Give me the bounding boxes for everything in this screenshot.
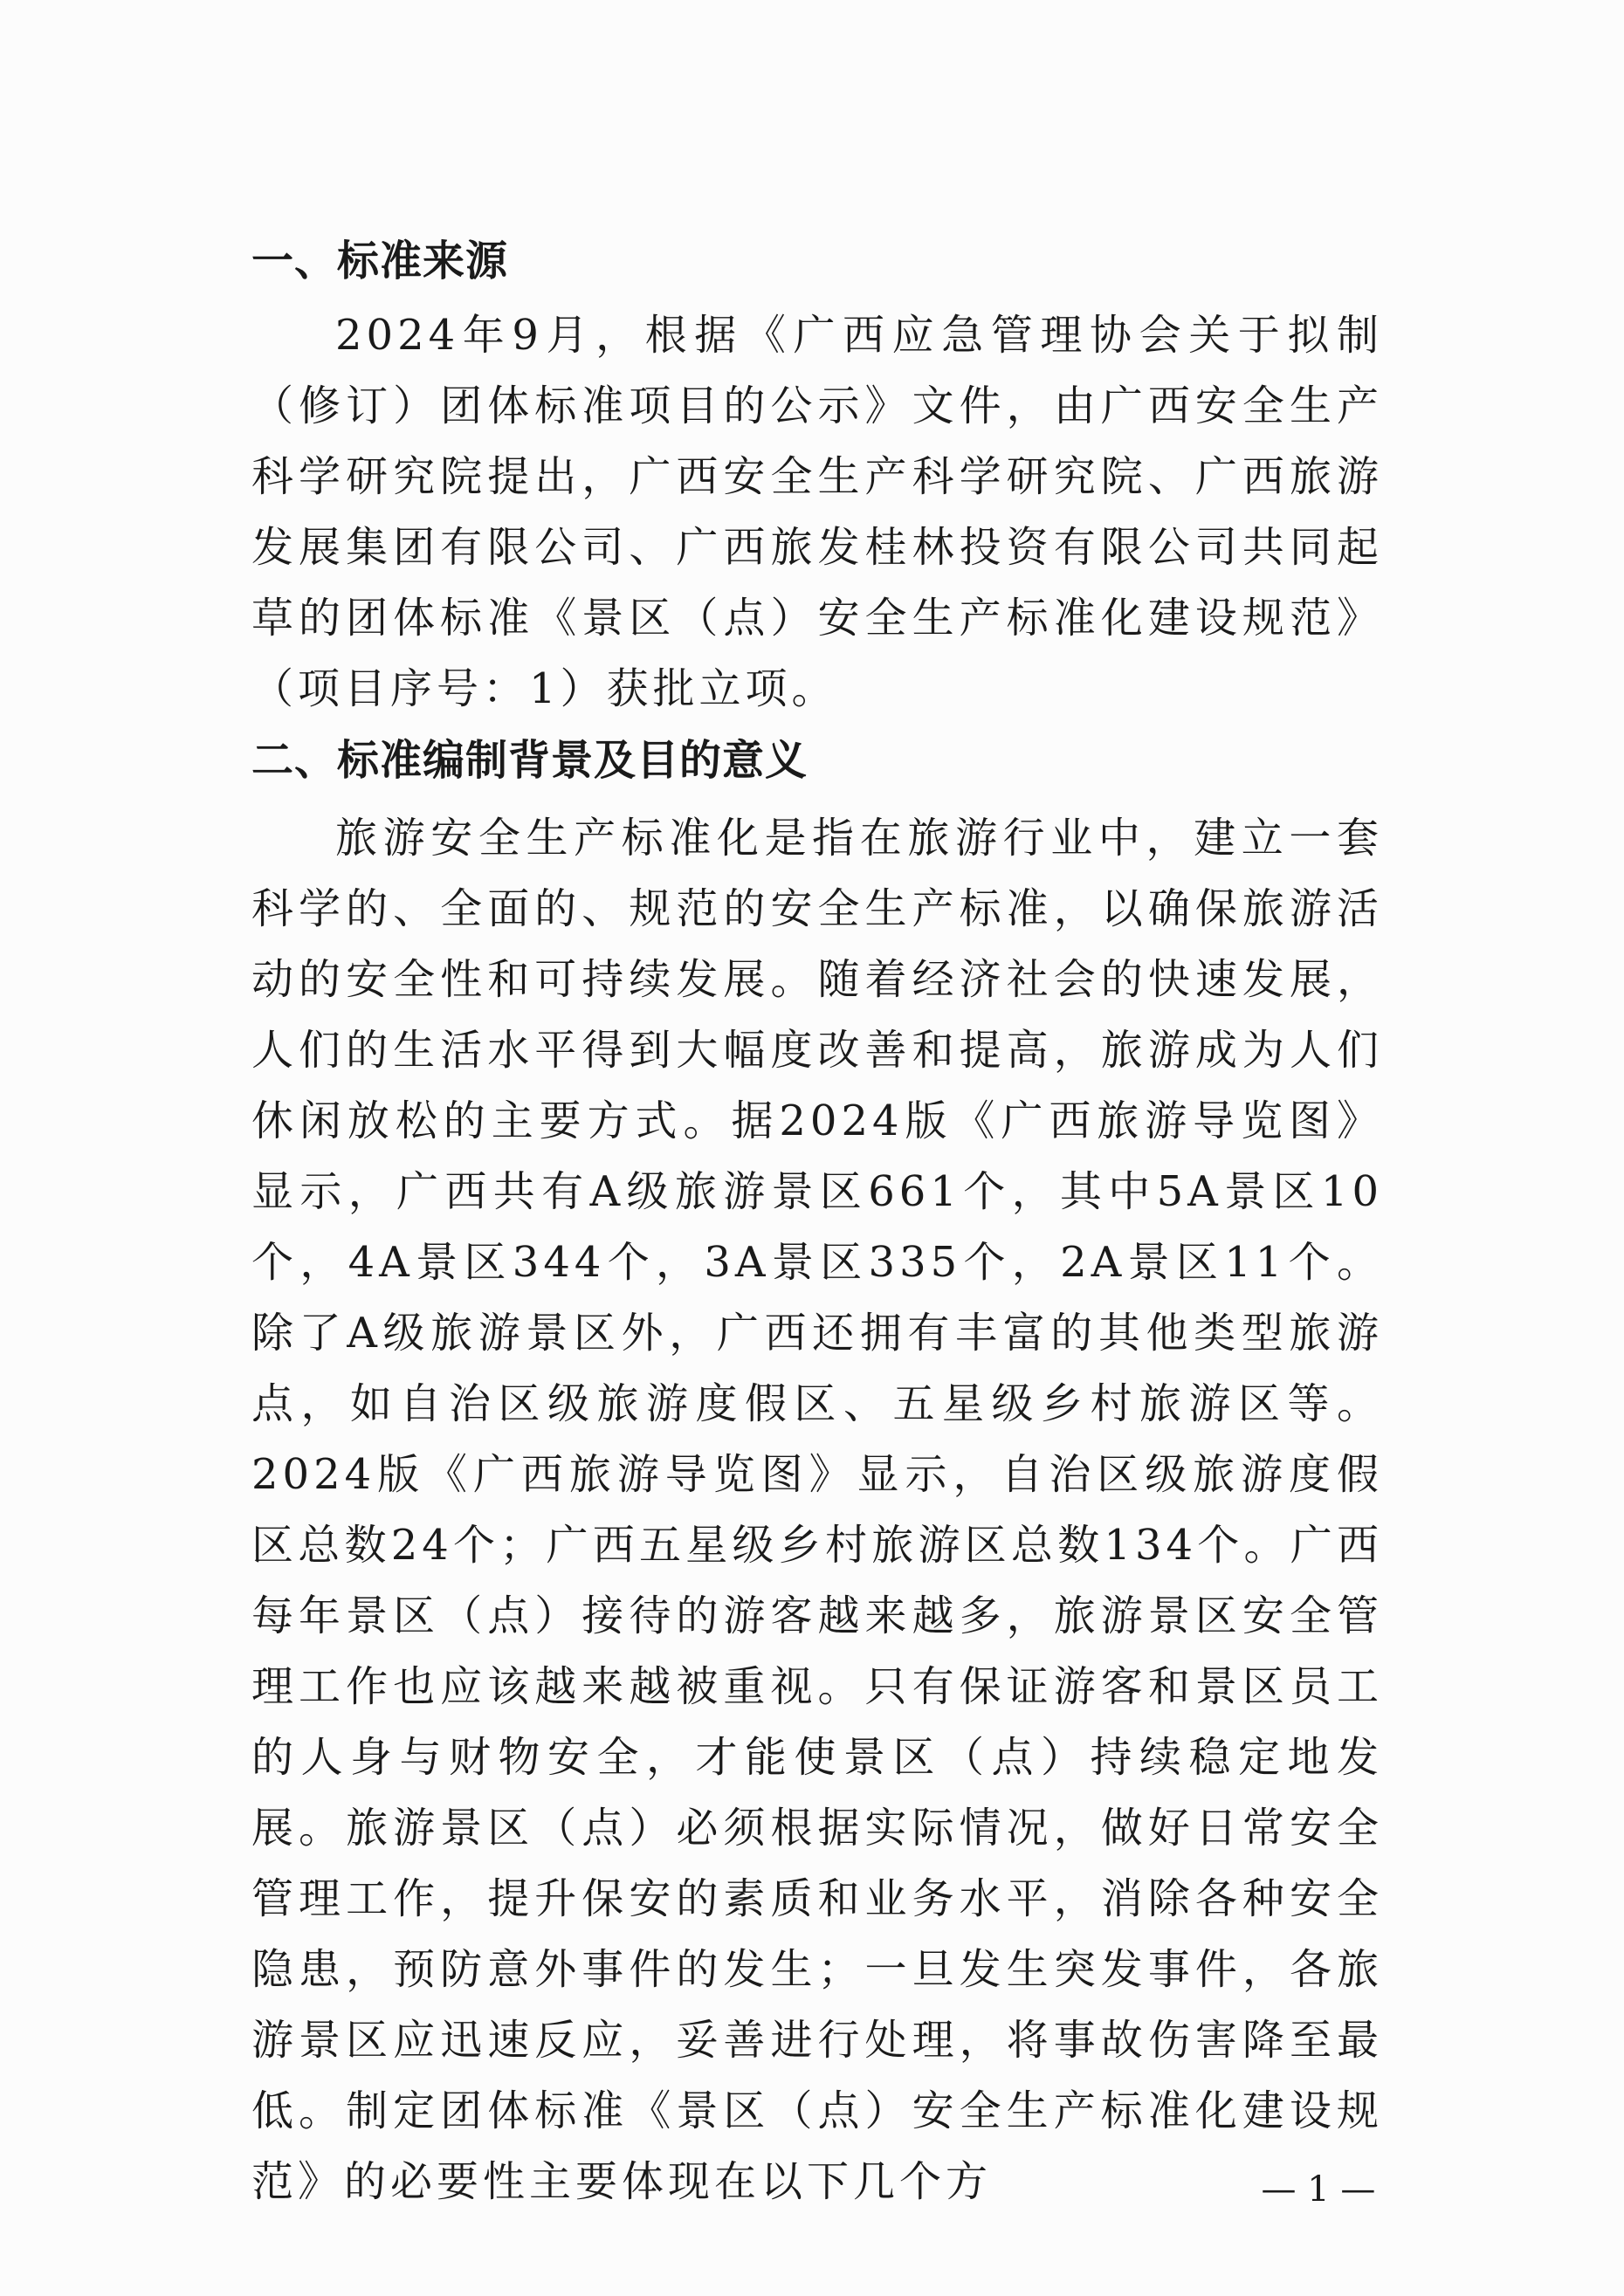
section-heading-standard-source: 一、标准来源 [251,237,509,285]
page-number: — 1 — [1261,2169,1376,2210]
section-heading-background-purpose: 二、标准编制背景及目的意义 [251,736,809,785]
section-paragraph-background-purpose: 旅游安全生产标准化是指在旅游行业中，建立一套科学的、全面的、规范的安全生产标准，以确保旅游活动的安全性和可持续发展。随着经济社会的快速发展，人们的生活水平得到大幅度改善和提高，旅游成为人们休闲放松的主要方式。据2024版《广西旅游导览图》显示，广西共有A级旅游景区661个，其中5A景区10个，4A景区344个，3A景区335个，2A景区11个。除了A级旅游景区外，广西还拥有丰富的其他类型旅游点，如自治区级旅游度假区、五星级乡村旅游区等。2024版《广西旅游导览图》显示，自治区级旅游度假区总数24个；广西五星级乡村旅游区总数134个。广西每年景区（点）接待的游客越来越多，旅游景区安全管理工作也应该越来越被重视。只有保证游客和景区员工的人身与财物安全，才能使景区（点）持续稳定地发展。旅游景区（点）必须根据实际情况，做好日常安全管理工作，提升保安的素质和业务水平，消除各种安全隐患，预防意外事件的发生；一旦发生突发事件，各旅游景区应迅速反应，妥善进行处理，将事故伤害降至最低。制定团体标准《景区（点）安全生产标准化建设规范》的必要性主要体现在以下几个方 [251,814,1383,2206]
document-body [251,225,1383,2217]
section-paragraph-standard-source: 2024年9月，根据《广西应急管理协会关于拟制（修订）团体标准项目的公示》文件，由广西安全生产科学研究院提出，广西安全生产科学研究院、广西旅游发展集团有限公司、广西旅发桂林投资有限公司共同起草的团体标准《景区（点）安全生产标准化建设规范》（项目序号：1）获批立项。 [251,311,1383,713]
